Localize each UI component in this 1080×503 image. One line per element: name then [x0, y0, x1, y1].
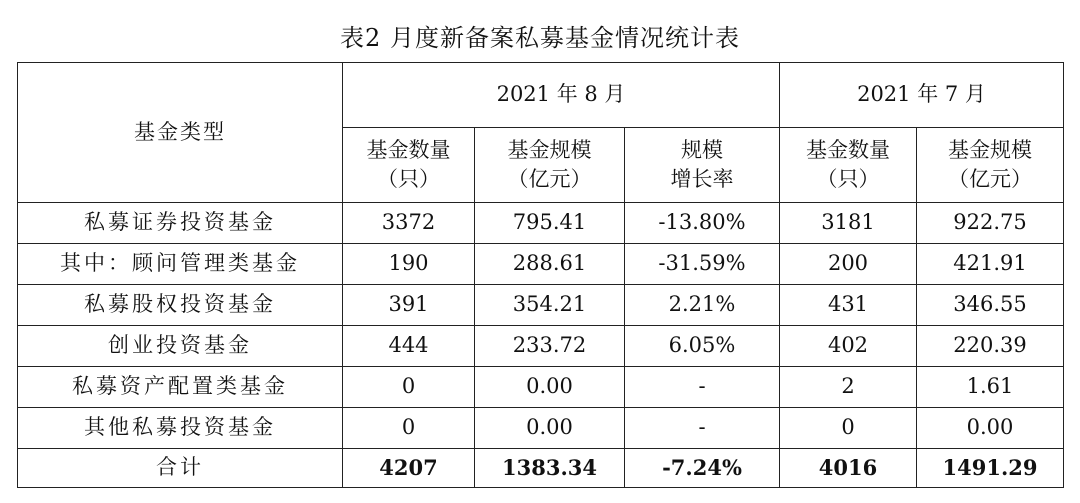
fund-type-cell: 私募股权投资基金	[18, 285, 343, 326]
jul-scale-cell: 1.61	[917, 367, 1064, 408]
table-row	[18, 367, 1064, 408]
fund-type-cell: 其他私募投资基金	[18, 408, 343, 449]
table-row	[18, 244, 1064, 285]
header-unit: （亿元）	[507, 167, 592, 191]
header-line: 基金数量	[806, 137, 890, 162]
growth-rate-cell: -31.59%	[625, 244, 780, 285]
growth-rate-cell: 2.21%	[625, 285, 780, 326]
jul-scale-header	[917, 128, 1064, 203]
jul-count-header	[780, 128, 917, 203]
jul-count-cell: 200	[780, 244, 917, 285]
jul-count-cell: 2	[780, 367, 917, 408]
jul-count-cell: 0	[780, 408, 917, 449]
table-title: 表2 月度新备案私募基金情况统计表	[340, 24, 740, 52]
aug-scale-cell: 288.61	[475, 244, 625, 285]
header-line: 基金数量	[366, 137, 451, 162]
jul-scale-cell: 220.39	[917, 326, 1064, 367]
table-row	[18, 203, 1064, 244]
period-aug-header: 2021 年 8 月	[343, 63, 780, 128]
jul-scale-cell: 421.91	[917, 244, 1064, 285]
table-row	[18, 326, 1064, 367]
aug-scale-cell: 233.72	[475, 326, 625, 367]
header-row-period	[18, 63, 1064, 128]
jul-scale-cell: 0.00	[917, 408, 1064, 449]
table-row	[18, 285, 1064, 326]
aug-count-cell: 0	[343, 367, 475, 408]
fund-type-cell: 创业投资基金	[18, 326, 343, 367]
growth-rate-cell: -	[625, 367, 780, 408]
header-unit: （只）	[816, 167, 880, 191]
period-jul-header: 2021 年 7 月	[780, 63, 1064, 128]
jul-scale-cell: 922.75	[917, 203, 1064, 244]
aug-count-cell: 3372	[343, 203, 475, 244]
header-unit: （亿元）	[948, 167, 1032, 191]
header-unit: （只）	[377, 167, 440, 191]
growth-rate-cell: 6.05%	[625, 326, 780, 367]
total-jul-scale-cell: 1491.29	[917, 449, 1064, 488]
aug-scale-cell: 0.00	[475, 408, 625, 449]
fund-type-cell: 私募资产配置类基金	[18, 367, 343, 408]
total-jul-count-cell: 4016	[780, 449, 917, 488]
header-line: 规模	[681, 137, 723, 162]
jul-count-cell: 402	[780, 326, 917, 367]
aug-scale-header	[475, 128, 625, 203]
aug-scale-cell: 795.41	[475, 203, 625, 244]
growth-rate-cell: -13.80%	[625, 203, 780, 244]
jul-count-cell: 3181	[780, 203, 917, 244]
jul-scale-cell: 346.55	[917, 285, 1064, 326]
aug-count-cell: 391	[343, 285, 475, 326]
growth-rate-header	[625, 128, 780, 203]
aug-scale-cell: 354.21	[475, 285, 625, 326]
header-line: 基金规模	[948, 137, 1032, 162]
header-line: 基金规模	[507, 137, 592, 162]
fund-type-cell: 私募证券投资基金	[18, 203, 343, 244]
aug-count-header	[343, 128, 475, 203]
total-label-cell: 合计	[18, 449, 343, 488]
aug-count-cell: 190	[343, 244, 475, 285]
jul-count-cell: 431	[780, 285, 917, 326]
aug-scale-cell: 0.00	[475, 367, 625, 408]
header-line: 增长率	[670, 167, 734, 191]
total-growth-rate-cell: -7.24%	[625, 449, 780, 488]
table-row	[18, 408, 1064, 449]
total-aug-scale-cell: 1383.34	[475, 449, 625, 488]
aug-count-cell: 0	[343, 408, 475, 449]
fund-type-header: 基金类型	[18, 63, 343, 203]
total-aug-count-cell: 4207	[343, 449, 475, 488]
aug-count-cell: 444	[343, 326, 475, 367]
growth-rate-cell: -	[625, 408, 780, 449]
fund-type-cell: 其中：顾问管理类基金	[18, 244, 343, 285]
fund-statistics-table	[17, 62, 1064, 488]
total-row	[18, 449, 1064, 488]
